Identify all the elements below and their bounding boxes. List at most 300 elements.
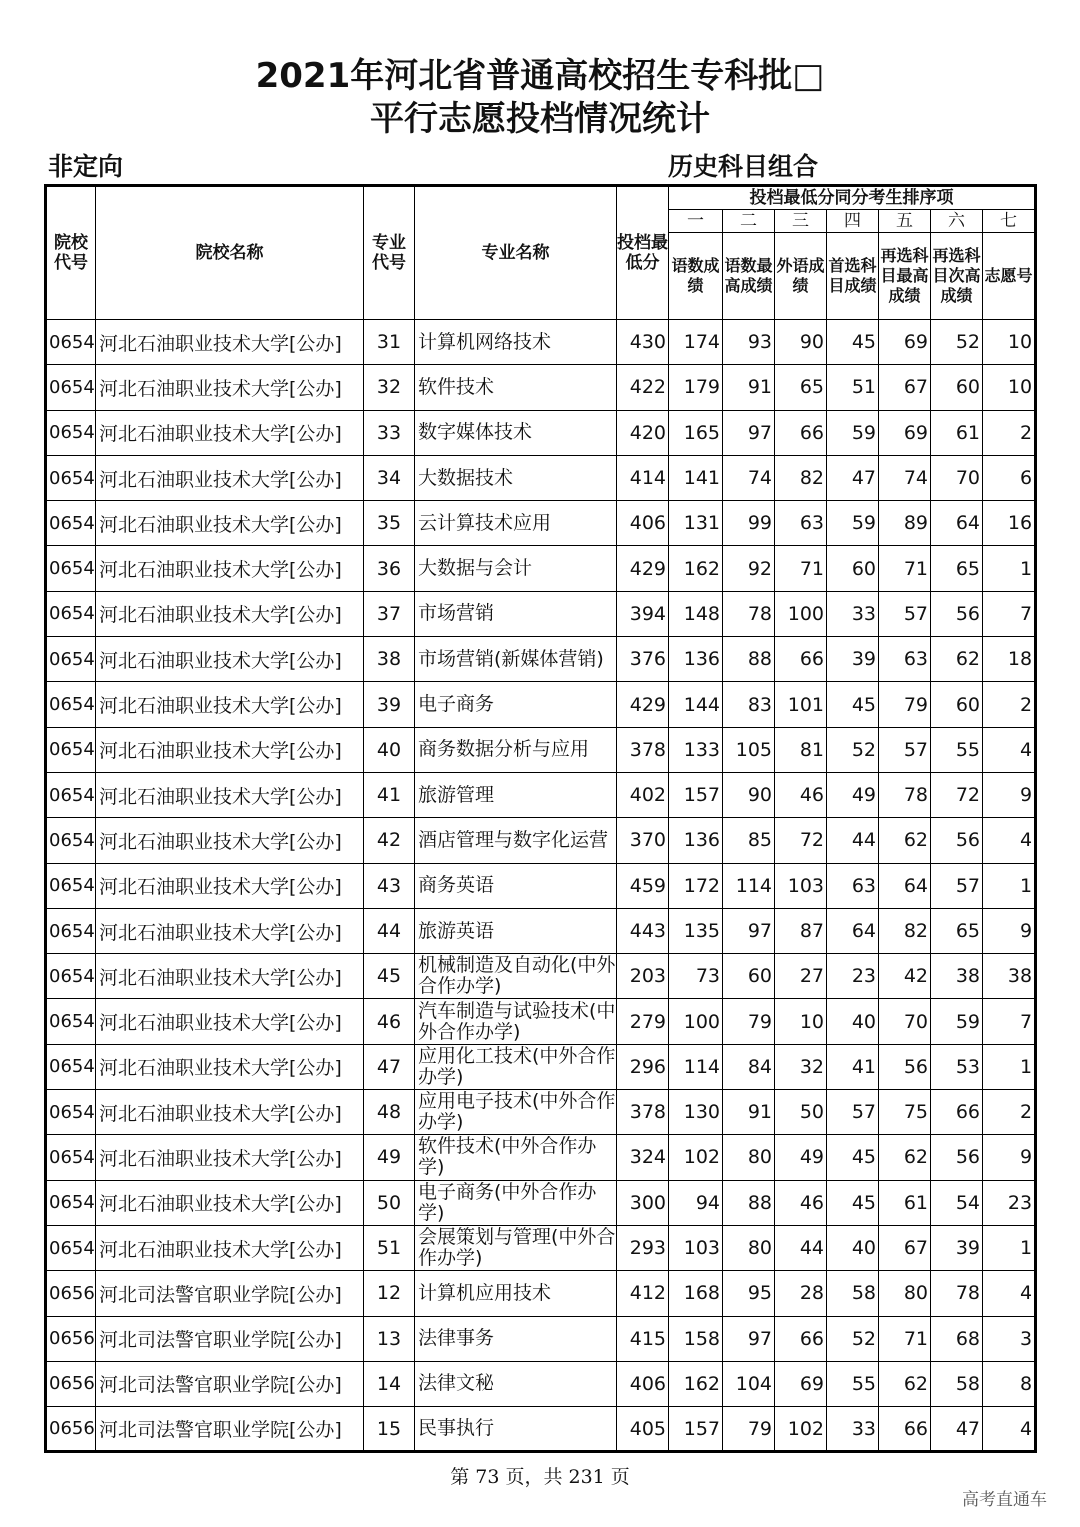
- tie-break-cell-7: 4: [983, 818, 1036, 863]
- tie-break-cell-4: 58: [827, 1271, 879, 1316]
- school-code-cell: 0654: [46, 1044, 96, 1089]
- tie-break-cell-3: 66: [775, 637, 827, 682]
- table-row: [46, 1271, 1036, 1316]
- tie-break-cell-7: 23: [983, 1180, 1036, 1225]
- tie-break-cell-1: 114: [669, 1044, 723, 1089]
- tie-break-cell-2: 79: [723, 999, 775, 1044]
- page-title-line-2: 平行志愿投档情况统计: [370, 99, 710, 139]
- school-code-cell: 0654: [46, 365, 96, 410]
- min-score-cell: 415: [617, 1316, 669, 1361]
- tie-break-cell-2: 97: [723, 908, 775, 953]
- tie-break-cell-2: 84: [723, 1044, 775, 1089]
- tie-break-cell-5: 62: [879, 1135, 931, 1180]
- min-score-cell: 405: [617, 1407, 669, 1452]
- school-name-cell: 河北石油职业技术大学[公办]: [96, 1044, 364, 1089]
- tie-break-cell-6: 39: [931, 1225, 983, 1270]
- tie-break-cell-4: 59: [827, 501, 879, 546]
- header-min-score: 投档最低分: [617, 186, 669, 320]
- tie-break-cell-4: 45: [827, 1135, 879, 1180]
- tie-break-cell-7: 4: [983, 727, 1036, 772]
- tie-break-cell-6: 53: [931, 1044, 983, 1089]
- major-name-cell: 应用电子技术(中外合作办学): [415, 1090, 617, 1135]
- tie-break-cell-7: 7: [983, 999, 1036, 1044]
- header-school-name: 院校名称: [96, 186, 364, 320]
- tie-break-cell-2: 97: [723, 1316, 775, 1361]
- tie-break-cell-3: 87: [775, 908, 827, 953]
- min-score-cell: 324: [617, 1135, 669, 1180]
- min-score-cell: 394: [617, 591, 669, 636]
- tie-break-cell-4: 23: [827, 954, 879, 999]
- school-name-cell: 河北石油职业技术大学[公办]: [96, 320, 364, 365]
- subject-combination-label: 历史科目组合: [668, 152, 819, 181]
- header-school-code: 院校代号: [46, 186, 96, 320]
- table-body: [46, 320, 1036, 1452]
- tie-break-cell-6: 56: [931, 591, 983, 636]
- page-title-line-1: 2021年河北省普通高校招生专科批□: [255, 56, 825, 96]
- tie-break-cell-5: 67: [879, 365, 931, 410]
- tie-break-cell-2: 97: [723, 410, 775, 455]
- tie-break-cell-1: 94: [669, 1180, 723, 1225]
- tie-break-cell-5: 62: [879, 1361, 931, 1406]
- tie-break-cell-7: 1: [983, 1044, 1036, 1089]
- min-score-cell: 203: [617, 954, 669, 999]
- major-code-cell: 32: [364, 365, 415, 410]
- school-code-cell: 0654: [46, 682, 96, 727]
- major-code-cell: 39: [364, 682, 415, 727]
- min-score-cell: 300: [617, 1180, 669, 1225]
- tie-break-cell-5: 69: [879, 320, 931, 365]
- school-code-cell: 0654: [46, 546, 96, 591]
- tie-break-cell-6: 70: [931, 455, 983, 500]
- major-name-cell: 软件技术: [415, 365, 617, 410]
- tie-break-cell-1: 136: [669, 637, 723, 682]
- tie-break-cell-1: 141: [669, 455, 723, 500]
- tie-break-cell-7: 9: [983, 772, 1036, 817]
- tie-break-cell-6: 57: [931, 863, 983, 908]
- min-score-cell: 378: [617, 727, 669, 772]
- tie-break-cell-5: 67: [879, 1225, 931, 1270]
- tie-break-cell-6: 78: [931, 1271, 983, 1316]
- tie-break-cell-7: 1: [983, 546, 1036, 591]
- tie-break-cell-4: 52: [827, 727, 879, 772]
- tie-break-cell-6: 66: [931, 1090, 983, 1135]
- tie-break-cell-2: 80: [723, 1135, 775, 1180]
- major-name-cell: 云计算技术应用: [415, 501, 617, 546]
- tie-break-cell-5: 71: [879, 1316, 931, 1361]
- tie-break-cell-3: 103: [775, 863, 827, 908]
- tie-break-cell-4: 49: [827, 772, 879, 817]
- tie-break-cell-2: 92: [723, 546, 775, 591]
- tie-break-cell-3: 82: [775, 455, 827, 500]
- tie-break-cell-2: 114: [723, 863, 775, 908]
- tie-break-cell-1: 157: [669, 772, 723, 817]
- table-row: [46, 1090, 1036, 1135]
- tie-break-cell-3: 69: [775, 1361, 827, 1406]
- tie-break-cell-3: 10: [775, 999, 827, 1044]
- major-code-cell: 13: [364, 1316, 415, 1361]
- school-code-cell: 0654: [46, 1225, 96, 1270]
- school-code-cell: 0654: [46, 320, 96, 365]
- major-code-cell: 12: [364, 1271, 415, 1316]
- school-name-cell: 河北司法警官职业学院[公办]: [96, 1361, 364, 1406]
- header-chinese-math-highest: 语数最高成绩: [723, 233, 775, 320]
- tie-break-cell-5: 61: [879, 1180, 931, 1225]
- min-score-cell: 459: [617, 863, 669, 908]
- school-code-cell: 0654: [46, 772, 96, 817]
- major-name-cell: 电子商务: [415, 682, 617, 727]
- tie-break-cell-7: 38: [983, 954, 1036, 999]
- major-name-cell: 旅游管理: [415, 772, 617, 817]
- major-code-cell: 42: [364, 818, 415, 863]
- min-score-cell: 443: [617, 908, 669, 953]
- tie-break-cell-6: 68: [931, 1316, 983, 1361]
- tie-break-cell-5: 57: [879, 591, 931, 636]
- school-code-cell: 0656: [46, 1407, 96, 1452]
- major-name-cell: 计算机应用技术: [415, 1271, 617, 1316]
- table-row: [46, 637, 1036, 682]
- tie-break-cell-1: 133: [669, 727, 723, 772]
- header-rank-6: 六: [931, 210, 983, 233]
- school-code-cell: 0654: [46, 908, 96, 953]
- table-row: [46, 772, 1036, 817]
- tie-break-cell-5: 66: [879, 1407, 931, 1452]
- table-row: [46, 1361, 1036, 1406]
- major-code-cell: 15: [364, 1407, 415, 1452]
- tie-break-cell-1: 135: [669, 908, 723, 953]
- major-name-cell: 电子商务(中外合作办学): [415, 1180, 617, 1225]
- tie-break-cell-3: 46: [775, 772, 827, 817]
- school-code-cell: 0654: [46, 954, 96, 999]
- header-rank-1: 一: [669, 210, 723, 233]
- tie-break-cell-4: 39: [827, 637, 879, 682]
- school-name-cell: 河北石油职业技术大学[公办]: [96, 365, 364, 410]
- table-row: [46, 908, 1036, 953]
- table-row: [46, 1044, 1036, 1089]
- tie-break-cell-4: 51: [827, 365, 879, 410]
- header-preference-number: 志愿号: [983, 233, 1036, 320]
- school-name-cell: 河北石油职业技术大学[公办]: [96, 772, 364, 817]
- tie-break-cell-7: 4: [983, 1407, 1036, 1452]
- school-name-cell: 河北司法警官职业学院[公办]: [96, 1271, 364, 1316]
- tie-break-cell-5: 70: [879, 999, 931, 1044]
- tie-break-cell-3: 102: [775, 1407, 827, 1452]
- tie-break-cell-1: 168: [669, 1271, 723, 1316]
- school-name-cell: 河北石油职业技术大学[公办]: [96, 908, 364, 953]
- major-name-cell: 计算机网络技术: [415, 320, 617, 365]
- tie-break-cell-1: 179: [669, 365, 723, 410]
- major-name-cell: 旅游英语: [415, 908, 617, 953]
- min-score-cell: 422: [617, 365, 669, 410]
- school-code-cell: 0654: [46, 410, 96, 455]
- school-name-cell: 河北石油职业技术大学[公办]: [96, 410, 364, 455]
- tie-break-cell-3: 46: [775, 1180, 827, 1225]
- tie-break-cell-1: 136: [669, 818, 723, 863]
- table-row: [46, 1180, 1036, 1225]
- tie-break-cell-1: 144: [669, 682, 723, 727]
- school-code-cell: 0654: [46, 1180, 96, 1225]
- tie-break-cell-7: 1: [983, 1225, 1036, 1270]
- school-code-cell: 0654: [46, 863, 96, 908]
- school-name-cell: 河北石油职业技术大学[公办]: [96, 546, 364, 591]
- school-name-cell: 河北石油职业技术大学[公办]: [96, 637, 364, 682]
- min-score-cell: 429: [617, 682, 669, 727]
- tie-break-cell-1: 162: [669, 546, 723, 591]
- min-score-cell: 420: [617, 410, 669, 455]
- min-score-cell: 414: [617, 455, 669, 500]
- tie-break-cell-6: 52: [931, 320, 983, 365]
- tie-break-cell-7: 4: [983, 1271, 1036, 1316]
- tie-break-cell-7: 7: [983, 591, 1036, 636]
- tie-break-cell-3: 63: [775, 501, 827, 546]
- tie-break-cell-7: 16: [983, 501, 1036, 546]
- tie-break-cell-2: 83: [723, 682, 775, 727]
- tie-break-cell-1: 131: [669, 501, 723, 546]
- tie-break-cell-3: 72: [775, 818, 827, 863]
- tie-break-cell-5: 71: [879, 546, 931, 591]
- table-row: [46, 863, 1036, 908]
- school-name-cell: 河北石油职业技术大学[公办]: [96, 818, 364, 863]
- tie-break-cell-3: 101: [775, 682, 827, 727]
- min-score-cell: 406: [617, 1361, 669, 1406]
- tie-break-cell-4: 64: [827, 908, 879, 953]
- table-row: [46, 1225, 1036, 1270]
- major-name-cell: 数字媒体技术: [415, 410, 617, 455]
- major-code-cell: 49: [364, 1135, 415, 1180]
- school-code-cell: 0654: [46, 455, 96, 500]
- tie-break-cell-4: 33: [827, 1407, 879, 1452]
- page-number: 第 73 页，共 231 页: [450, 1466, 630, 1488]
- tie-break-cell-3: 28: [775, 1271, 827, 1316]
- tie-break-cell-7: 10: [983, 365, 1036, 410]
- tie-break-cell-6: 56: [931, 818, 983, 863]
- tie-break-cell-3: 49: [775, 1135, 827, 1180]
- table-row: [46, 1135, 1036, 1180]
- major-name-cell: 法律事务: [415, 1316, 617, 1361]
- school-code-cell: 0654: [46, 591, 96, 636]
- tie-break-cell-4: 47: [827, 455, 879, 500]
- tie-break-cell-4: 33: [827, 591, 879, 636]
- header-tie-break-group: 投档最低分同分考生排序项: [669, 186, 1036, 210]
- tie-break-cell-5: 78: [879, 772, 931, 817]
- tie-break-cell-2: 88: [723, 637, 775, 682]
- school-name-cell: 河北石油职业技术大学[公办]: [96, 1180, 364, 1225]
- tie-break-cell-5: 69: [879, 410, 931, 455]
- tie-break-cell-5: 89: [879, 501, 931, 546]
- school-name-cell: 河北石油职业技术大学[公办]: [96, 999, 364, 1044]
- min-score-cell: 376: [617, 637, 669, 682]
- tie-break-cell-4: 40: [827, 1225, 879, 1270]
- major-name-cell: 商务英语: [415, 863, 617, 908]
- tie-break-cell-6: 60: [931, 682, 983, 727]
- table-row: [46, 410, 1036, 455]
- major-code-cell: 45: [364, 954, 415, 999]
- major-code-cell: 46: [364, 999, 415, 1044]
- min-score-cell: 279: [617, 999, 669, 1044]
- tie-break-cell-5: 57: [879, 727, 931, 772]
- tie-break-cell-6: 54: [931, 1180, 983, 1225]
- major-code-cell: 47: [364, 1044, 415, 1089]
- tie-break-cell-7: 2: [983, 682, 1036, 727]
- major-code-cell: 41: [364, 772, 415, 817]
- school-code-cell: 0654: [46, 1090, 96, 1135]
- header-rank-2: 二: [723, 210, 775, 233]
- tie-break-cell-2: 88: [723, 1180, 775, 1225]
- tie-break-cell-4: 59: [827, 410, 879, 455]
- category-label: 非定向: [48, 152, 124, 181]
- admission-table: [44, 184, 1037, 1453]
- tie-break-cell-3: 50: [775, 1090, 827, 1135]
- tie-break-cell-1: 165: [669, 410, 723, 455]
- tie-break-cell-2: 80: [723, 1225, 775, 1270]
- header-elective-second: 再选科目次高成绩: [931, 233, 983, 320]
- major-code-cell: 48: [364, 1090, 415, 1135]
- tie-break-cell-6: 62: [931, 637, 983, 682]
- table-row: [46, 999, 1036, 1044]
- school-name-cell: 河北石油职业技术大学[公办]: [96, 501, 364, 546]
- tie-break-cell-7: 2: [983, 1090, 1036, 1135]
- tie-break-cell-4: 40: [827, 999, 879, 1044]
- tie-break-cell-6: 47: [931, 1407, 983, 1452]
- min-score-cell: 293: [617, 1225, 669, 1270]
- table-row: [46, 365, 1036, 410]
- school-code-cell: 0654: [46, 818, 96, 863]
- major-code-cell: 50: [364, 1180, 415, 1225]
- tie-break-cell-1: 148: [669, 591, 723, 636]
- school-code-cell: 0656: [46, 1271, 96, 1316]
- major-name-cell: 软件技术(中外合作办学): [415, 1135, 617, 1180]
- tie-break-cell-4: 57: [827, 1090, 879, 1135]
- major-code-cell: 31: [364, 320, 415, 365]
- school-code-cell: 0654: [46, 727, 96, 772]
- tie-break-cell-7: 10: [983, 320, 1036, 365]
- header-rank-7: 七: [983, 210, 1036, 233]
- school-name-cell: 河北石油职业技术大学[公办]: [96, 1225, 364, 1270]
- tie-break-cell-6: 59: [931, 999, 983, 1044]
- tie-break-cell-1: 103: [669, 1225, 723, 1270]
- tie-break-cell-7: 1: [983, 863, 1036, 908]
- tie-break-cell-3: 90: [775, 320, 827, 365]
- tie-break-cell-4: 41: [827, 1044, 879, 1089]
- tie-break-cell-6: 61: [931, 410, 983, 455]
- school-code-cell: 0654: [46, 999, 96, 1044]
- table-row: [46, 320, 1036, 365]
- table-row: [46, 455, 1036, 500]
- tie-break-cell-4: 55: [827, 1361, 879, 1406]
- tie-break-cell-5: 75: [879, 1090, 931, 1135]
- tie-break-cell-3: 71: [775, 546, 827, 591]
- tie-break-cell-2: 99: [723, 501, 775, 546]
- header-major-name: 专业名称: [415, 186, 617, 320]
- school-name-cell: 河北石油职业技术大学[公办]: [96, 1135, 364, 1180]
- tie-break-cell-2: 91: [723, 365, 775, 410]
- major-code-cell: 34: [364, 455, 415, 500]
- major-name-cell: 会展策划与管理(中外合作办学): [415, 1225, 617, 1270]
- table-row: [46, 682, 1036, 727]
- tie-break-cell-6: 56: [931, 1135, 983, 1180]
- major-name-cell: 市场营销: [415, 591, 617, 636]
- tie-break-cell-1: 162: [669, 1361, 723, 1406]
- header-major-code: 专业代号: [364, 186, 415, 320]
- tie-break-cell-7: 6: [983, 455, 1036, 500]
- table-row: [46, 501, 1036, 546]
- school-code-cell: 0654: [46, 637, 96, 682]
- tie-break-cell-1: 172: [669, 863, 723, 908]
- tie-break-cell-6: 58: [931, 1361, 983, 1406]
- tie-break-cell-3: 44: [775, 1225, 827, 1270]
- tie-break-cell-1: 174: [669, 320, 723, 365]
- school-code-cell: 0654: [46, 501, 96, 546]
- table-row: [46, 1407, 1036, 1452]
- tie-break-cell-4: 45: [827, 320, 879, 365]
- table-row: [46, 727, 1036, 772]
- header-rank-5: 五: [879, 210, 931, 233]
- tie-break-cell-5: 63: [879, 637, 931, 682]
- major-name-cell: 机械制造及自动化(中外合作办学): [415, 954, 617, 999]
- header-rank-3: 三: [775, 210, 827, 233]
- major-name-cell: 商务数据分析与应用: [415, 727, 617, 772]
- major-code-cell: 40: [364, 727, 415, 772]
- tie-break-cell-6: 72: [931, 772, 983, 817]
- tie-break-cell-7: 8: [983, 1361, 1036, 1406]
- table-row: [46, 818, 1036, 863]
- tie-break-cell-1: 73: [669, 954, 723, 999]
- tie-break-cell-6: 55: [931, 727, 983, 772]
- tie-break-cell-2: 104: [723, 1361, 775, 1406]
- major-name-cell: 法律文秘: [415, 1361, 617, 1406]
- tie-break-cell-4: 63: [827, 863, 879, 908]
- tie-break-cell-5: 62: [879, 818, 931, 863]
- school-name-cell: 河北司法警官职业学院[公办]: [96, 1316, 364, 1361]
- school-code-cell: 0654: [46, 1135, 96, 1180]
- school-name-cell: 河北石油职业技术大学[公办]: [96, 591, 364, 636]
- tie-break-cell-1: 157: [669, 1407, 723, 1452]
- tie-break-cell-2: 91: [723, 1090, 775, 1135]
- tie-break-cell-5: 74: [879, 455, 931, 500]
- tie-break-cell-2: 85: [723, 818, 775, 863]
- min-score-cell: 378: [617, 1090, 669, 1135]
- major-code-cell: 44: [364, 908, 415, 953]
- table-row: [46, 591, 1036, 636]
- tie-break-cell-6: 64: [931, 501, 983, 546]
- tie-break-cell-2: 90: [723, 772, 775, 817]
- header-elective-highest: 再选科目最高成绩: [879, 233, 931, 320]
- school-name-cell: 河北司法警官职业学院[公办]: [96, 1407, 364, 1452]
- tie-break-cell-5: 42: [879, 954, 931, 999]
- tie-break-cell-1: 158: [669, 1316, 723, 1361]
- tie-break-cell-7: 2: [983, 410, 1036, 455]
- min-score-cell: 402: [617, 772, 669, 817]
- tie-break-cell-5: 64: [879, 863, 931, 908]
- tie-break-cell-6: 60: [931, 365, 983, 410]
- tie-break-cell-7: 9: [983, 908, 1036, 953]
- school-name-cell: 河北石油职业技术大学[公办]: [96, 954, 364, 999]
- tie-break-cell-5: 56: [879, 1044, 931, 1089]
- min-score-cell: 429: [617, 546, 669, 591]
- tie-break-cell-4: 45: [827, 1180, 879, 1225]
- tie-break-cell-1: 100: [669, 999, 723, 1044]
- major-name-cell: 应用化工技术(中外合作办学): [415, 1044, 617, 1089]
- school-name-cell: 河北石油职业技术大学[公办]: [96, 1090, 364, 1135]
- school-name-cell: 河北石油职业技术大学[公办]: [96, 682, 364, 727]
- major-name-cell: 大数据技术: [415, 455, 617, 500]
- min-score-cell: 370: [617, 818, 669, 863]
- major-name-cell: 大数据与会计: [415, 546, 617, 591]
- major-code-cell: 33: [364, 410, 415, 455]
- major-code-cell: 43: [364, 863, 415, 908]
- tie-break-cell-7: 3: [983, 1316, 1036, 1361]
- tie-break-cell-2: 74: [723, 455, 775, 500]
- tie-break-cell-3: 65: [775, 365, 827, 410]
